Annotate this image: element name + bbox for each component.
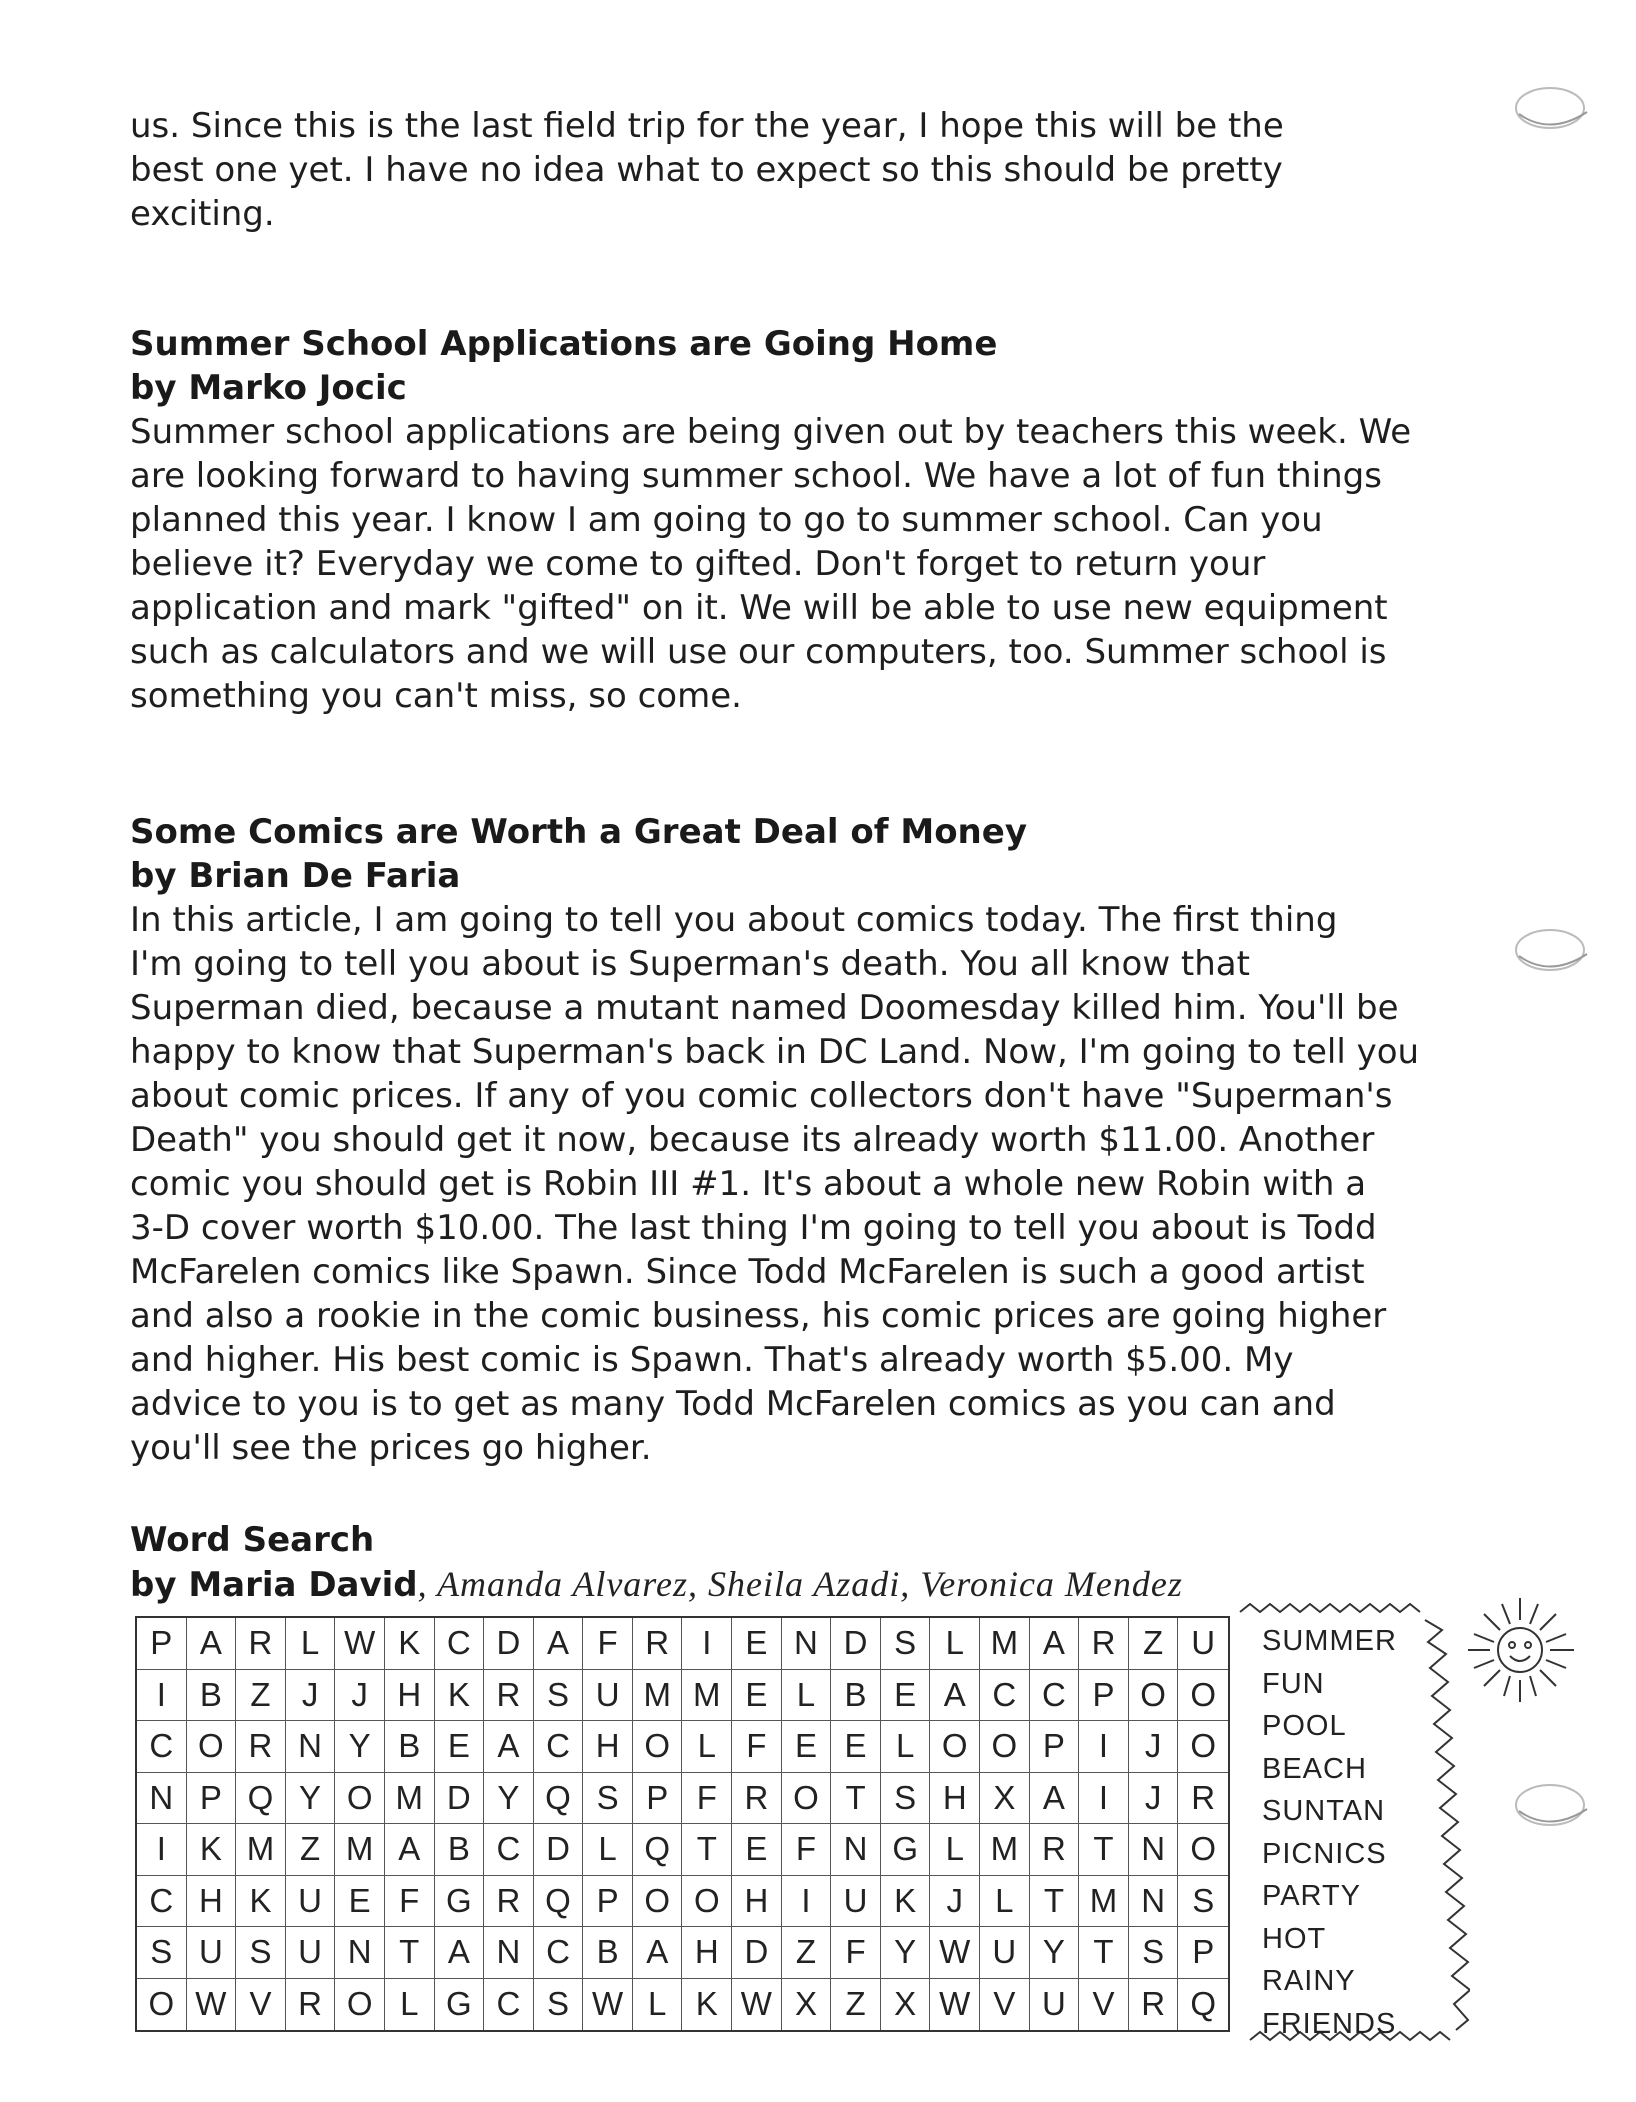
word-list-item: PARTY [1262, 1880, 1362, 1912]
article-line: are looking forward to having summer school. We have a lot of fun things [130, 456, 1382, 496]
word-search-cell: R [236, 1618, 286, 1670]
word-search-cell: T [385, 1927, 435, 1979]
word-search-cell: Z [831, 1979, 881, 2031]
word-search-cell: A [484, 1721, 534, 1773]
word-search-cell: U [831, 1876, 881, 1928]
word-search-cell: R [1079, 1618, 1129, 1670]
article-summer-school-header [130, 322, 1460, 410]
word-search-cell: I [1079, 1773, 1129, 1825]
intro-line: best one yet. I have no idea what to expect so this should be pretty [130, 150, 1283, 190]
word-search-cell: C [1030, 1670, 1080, 1722]
word-search-cell: F [682, 1773, 732, 1825]
word-search-cell: A [385, 1824, 435, 1876]
word-search-cell: N [484, 1927, 534, 1979]
word-search-cell: D [435, 1773, 485, 1825]
word-search-cell: Q [534, 1876, 584, 1928]
word-search-cell: P [1030, 1721, 1080, 1773]
word-search-cell: C [137, 1876, 187, 1928]
word-search-cell: M [980, 1824, 1030, 1876]
word-search-cell: N [137, 1773, 187, 1825]
article-line: McFarelen comics like Spawn. Since Todd McFarelen is such a good artist [130, 1252, 1365, 1292]
word-list-item: POOL [1262, 1710, 1347, 1742]
word-search-cell: R [236, 1721, 286, 1773]
word-search-cell: C [137, 1721, 187, 1773]
word-search-cell: L [633, 1979, 683, 2031]
word-search-cell: R [633, 1618, 683, 1670]
word-search-cell: Q [236, 1773, 286, 1825]
word-search-cell: W [930, 1927, 980, 1979]
word-search-title: Word Search [130, 1520, 375, 1560]
word-search-cell: K [881, 1876, 931, 1928]
word-search-cell: N [782, 1618, 832, 1670]
word-search-cell: E [881, 1670, 931, 1722]
word-search-cell: M [385, 1773, 435, 1825]
word-search-cell: M [1079, 1876, 1129, 1928]
binder-hole-top [1505, 78, 1595, 138]
word-search-cell: D [831, 1618, 881, 1670]
word-search-cell: M [682, 1670, 732, 1722]
article-line: I'm going to tell you about is Superman's death. You all know that [130, 944, 1250, 984]
word-search-cell: J [1129, 1721, 1179, 1773]
word-search-cell: M [335, 1824, 385, 1876]
word-search-cell: Q [1190, 1985, 1217, 2023]
word-search-cell: E [782, 1721, 832, 1773]
word-search-byline [130, 1562, 1183, 1607]
word-search-cell: O [633, 1876, 683, 1928]
word-search-cell: A [187, 1618, 237, 1670]
word-search-cell: A [435, 1927, 485, 1979]
article-comics-header [130, 810, 1460, 898]
word-search-cell: I [137, 1670, 187, 1722]
word-search-cell: F [732, 1721, 782, 1773]
word-search-cell: O [187, 1721, 237, 1773]
word-search-cell: K [236, 1876, 286, 1928]
word-search-cell: N [831, 1824, 881, 1876]
word-search-cell: C [534, 1927, 584, 1979]
word-search-byline-handwritten: , Amanda Alvarez, Sheila Azadi, Veronica Mendez [417, 1564, 1183, 1604]
word-search-cell: B [583, 1927, 633, 1979]
word-search-cell: M [236, 1824, 286, 1876]
article-line: Superman died, because a mutant named Doomesday killed him. You'll be [130, 988, 1399, 1028]
word-search-cell: J [335, 1670, 385, 1722]
article-line: happy to know that Superman's back in DC Land. Now, I'm going to tell you [130, 1032, 1420, 1072]
article-comics-body [130, 898, 1460, 1470]
word-list-item: SUMMER [1262, 1625, 1397, 1657]
word-search-cell: X [980, 1773, 1030, 1825]
article-line: application and mark "gifted" on it. We will be able to use new equipment [130, 588, 1388, 628]
word-search-cell: C [534, 1721, 584, 1773]
word-search-cell: E [732, 1670, 782, 1722]
word-search-cell: R [1129, 1979, 1179, 2031]
word-list-item: BEACH [1262, 1752, 1367, 1785]
word-search-cell: L [286, 1618, 336, 1670]
word-search-cell: G [435, 1979, 485, 2031]
word-search-cell: G [435, 1876, 485, 1928]
article-line: comic you should get is Robin III #1. It's about a whole new Robin with a [130, 1164, 1367, 1204]
word-search-cell: P [633, 1773, 683, 1825]
word-search-cell: K [682, 1979, 732, 2031]
word-search-cell: W [583, 1979, 633, 2031]
article-line: about comic prices. If any of you comic collectors don't have "Superman's [130, 1076, 1393, 1116]
word-search-cell: R [286, 1979, 336, 2031]
word-search-cell: L [385, 1979, 435, 2031]
word-search-cell: M [633, 1670, 683, 1722]
word-list-item: PICNICS [1262, 1837, 1387, 1870]
word-search-cell: B [187, 1670, 237, 1722]
word-search-cell: Y [286, 1773, 336, 1825]
word-search-cell: Q [633, 1824, 683, 1876]
article-line: In this article, I am going to tell you about comics today. The first thing [130, 900, 1338, 940]
word-search-cell: V [1079, 1979, 1129, 2031]
word-search-cell: E [335, 1876, 385, 1928]
word-search-cell: A [930, 1670, 980, 1722]
word-search-cell: R [1030, 1824, 1080, 1876]
word-search-cell: W [930, 1979, 980, 2031]
word-search-cell: T [1079, 1824, 1129, 1876]
word-search-cell: A [633, 1927, 683, 1979]
word-search-cell: H [187, 1876, 237, 1928]
word-search-cell: U [980, 1927, 1030, 1979]
word-search-cell: H [732, 1876, 782, 1928]
article-title: Summer School Applications are Going Home [130, 324, 998, 364]
article-line: believe it? Everyday we come to gifted. Don't forget to return your [130, 544, 1266, 584]
word-search-cell: W [732, 1979, 782, 2031]
word-search-byline-printed: by Maria David [130, 1565, 418, 1605]
word-search-cell: A [1030, 1773, 1080, 1825]
word-search-cell: X [881, 1979, 931, 2031]
word-search-cell: J [930, 1876, 980, 1928]
word-search-cell: B [385, 1721, 435, 1773]
word-search-cell: K [187, 1824, 237, 1876]
word-search-cell: S [881, 1618, 931, 1670]
article-line: something you can't miss, so come. [130, 676, 742, 716]
word-search-cell: N [335, 1927, 385, 1979]
word-search-cell: B [831, 1670, 881, 1722]
word-search-cell: P [187, 1773, 237, 1825]
word-search-cell: T [1030, 1876, 1080, 1928]
word-search-cell: Q [534, 1773, 584, 1825]
word-search-cell: V [980, 1979, 1030, 2031]
word-list-item: FRIENDS [1262, 2007, 1397, 2040]
word-search-cell: I [682, 1618, 732, 1670]
word-search-cell: C [435, 1618, 485, 1670]
word-search-cell: L [930, 1618, 980, 1670]
word-search-cell: J [286, 1670, 336, 1722]
word-search-cell: A [1030, 1618, 1080, 1670]
word-search-cell: M [980, 1618, 1030, 1670]
word-search-cell: E [732, 1824, 782, 1876]
word-search-cell: S [1178, 1876, 1228, 1928]
word-list-item: FUN [1262, 1667, 1325, 1700]
word-search-cell: Y [335, 1721, 385, 1773]
word-search-cell: F [385, 1876, 435, 1928]
word-search-cell: I [1079, 1721, 1129, 1773]
word-search-cell: E [831, 1721, 881, 1773]
word-search-cell: N [1129, 1824, 1179, 1876]
word-search-cell: P [583, 1876, 633, 1928]
word-search-cell: O [1178, 1721, 1228, 1773]
word-list-item: SUNTAN [1262, 1795, 1386, 1827]
word-search-cell: U [187, 1927, 237, 1979]
word-search-cell: J [1129, 1773, 1179, 1825]
word-search-cell: D [484, 1618, 534, 1670]
word-search-cell: T [1079, 1927, 1129, 1979]
word-search-cell: S [881, 1773, 931, 1825]
word-search-cell: I [782, 1876, 832, 1928]
word-search-cell: F [831, 1927, 881, 1979]
article-line: you'll see the prices go higher. [130, 1428, 652, 1468]
word-search-cell: L [930, 1824, 980, 1876]
word-search-cell: O [930, 1721, 980, 1773]
word-search-cell: O [335, 1773, 385, 1825]
article-title: Some Comics are Worth a Great Deal of Money [130, 812, 1027, 852]
article-line: such as calculators and we will use our computers, too. Summer school is [130, 632, 1387, 672]
word-search-cell: W [335, 1618, 385, 1670]
word-search-cell: S [1129, 1927, 1179, 1979]
word-search-cell: U [286, 1927, 336, 1979]
article-byline: by Brian De Faria [130, 856, 461, 896]
word-search-cell: Z [1129, 1618, 1179, 1670]
word-search-cell: R [732, 1773, 782, 1825]
word-list [1262, 1620, 1432, 2045]
word-search-cell: G [881, 1824, 931, 1876]
word-list-item: RAINY [1262, 1965, 1356, 1997]
word-search-cell: O [1178, 1670, 1228, 1722]
word-search-cell: E [435, 1721, 485, 1773]
word-search-cell: C [484, 1824, 534, 1876]
word-search-cell: O [633, 1721, 683, 1773]
word-search-cell: L [583, 1824, 633, 1876]
word-search-cell: L [881, 1721, 931, 1773]
article-line: Summer school applications are being given out by teachers this week. We [130, 412, 1412, 452]
sun-doodle-icon [1460, 1590, 1590, 1710]
word-search-cell: U [286, 1876, 336, 1928]
word-search-cell: F [583, 1618, 633, 1670]
word-search-grid [135, 1616, 1230, 2032]
word-search-cell: K [385, 1618, 435, 1670]
article-line: and also a rookie in the comic business, his comic prices are going higher [130, 1296, 1387, 1336]
word-search-cell: U [1178, 1618, 1228, 1670]
word-search-cell: O [980, 1721, 1030, 1773]
word-search-cell: H [930, 1773, 980, 1825]
word-search-cell: S [583, 1773, 633, 1825]
article-line: advice to you is to get as many Todd McFarelen comics as you can and [130, 1384, 1336, 1424]
word-search-cell: O [137, 1979, 187, 2031]
binder-hole-middle [1505, 920, 1595, 980]
word-search-cell: L [782, 1670, 832, 1722]
word-search-cell: U [583, 1670, 633, 1722]
word-search-cell: S [236, 1927, 286, 1979]
word-search-cell: R [484, 1670, 534, 1722]
word-search-cell: O [1178, 1824, 1228, 1876]
word-list-item: HOT [1262, 1922, 1327, 1955]
word-search-cell: H [682, 1927, 732, 1979]
word-search-cell: U [1030, 1979, 1080, 2031]
article-line: 3-D cover worth $10.00. The last thing I'm going to tell you about is Todd [130, 1208, 1377, 1248]
word-search-cell: S [534, 1670, 584, 1722]
article-line: planned this year. I know I am going to go to summer school. Can you [130, 500, 1323, 540]
word-search-cell: O [682, 1876, 732, 1928]
word-search-cell: F [782, 1824, 832, 1876]
word-search-cell: R [1178, 1773, 1228, 1825]
article-byline: by Marko Jocic [130, 368, 407, 408]
word-search-cell: H [385, 1670, 435, 1722]
article-line: Death" you should get it now, because its already worth $11.00. Another [130, 1120, 1375, 1160]
word-search-cell: P [137, 1618, 187, 1670]
word-search-cell: L [980, 1876, 1030, 1928]
word-search-cell: C [980, 1670, 1030, 1722]
word-search-cell: T [682, 1824, 732, 1876]
word-search-cell: Z [782, 1927, 832, 1979]
word-search-cell: I [137, 1824, 187, 1876]
word-search-cell: N [1129, 1876, 1179, 1928]
word-search-cell: P [1079, 1670, 1129, 1722]
word-search-cell: S [534, 1979, 584, 2031]
word-search-cell: P [1178, 1927, 1228, 1979]
word-search-cell: B [435, 1824, 485, 1876]
word-search-cell: O [335, 1979, 385, 2031]
word-search-cell: A [534, 1618, 584, 1670]
word-search-cell: V [236, 1979, 286, 2031]
word-search-cell: Y [484, 1773, 534, 1825]
binder-hole-bottom [1505, 1775, 1595, 1835]
word-search-cell: H [583, 1721, 633, 1773]
word-search-cell: R [484, 1876, 534, 1928]
word-search-cell: Z [236, 1670, 286, 1722]
word-search-cell: L [682, 1721, 732, 1773]
word-search-cell: Y [1030, 1927, 1080, 1979]
word-search-cell: S [137, 1927, 187, 1979]
word-search-cell: X [782, 1979, 832, 2031]
article-summer-school-body [130, 410, 1460, 718]
word-search-cell: T [831, 1773, 881, 1825]
word-search-cell: D [732, 1927, 782, 1979]
intro-line: us. Since this is the last field trip for the year, I hope this will be the [130, 106, 1284, 146]
word-search-cell: E [732, 1618, 782, 1670]
article-line: and higher. His best comic is Spawn. That's already worth $5.00. My [130, 1340, 1294, 1380]
intro-paragraph [130, 104, 1460, 236]
word-search-cell: Y [881, 1927, 931, 1979]
word-search-cell: O [1129, 1670, 1179, 1722]
word-search-cell: O [782, 1773, 832, 1825]
intro-line: exciting. [130, 194, 275, 234]
word-search-cell: K [435, 1670, 485, 1722]
word-search-cell: C [484, 1979, 534, 2031]
word-search-cell: Z [286, 1824, 336, 1876]
word-search-cell: W [187, 1979, 237, 2031]
word-search-cell: N [286, 1721, 336, 1773]
word-search-cell: D [534, 1824, 584, 1876]
